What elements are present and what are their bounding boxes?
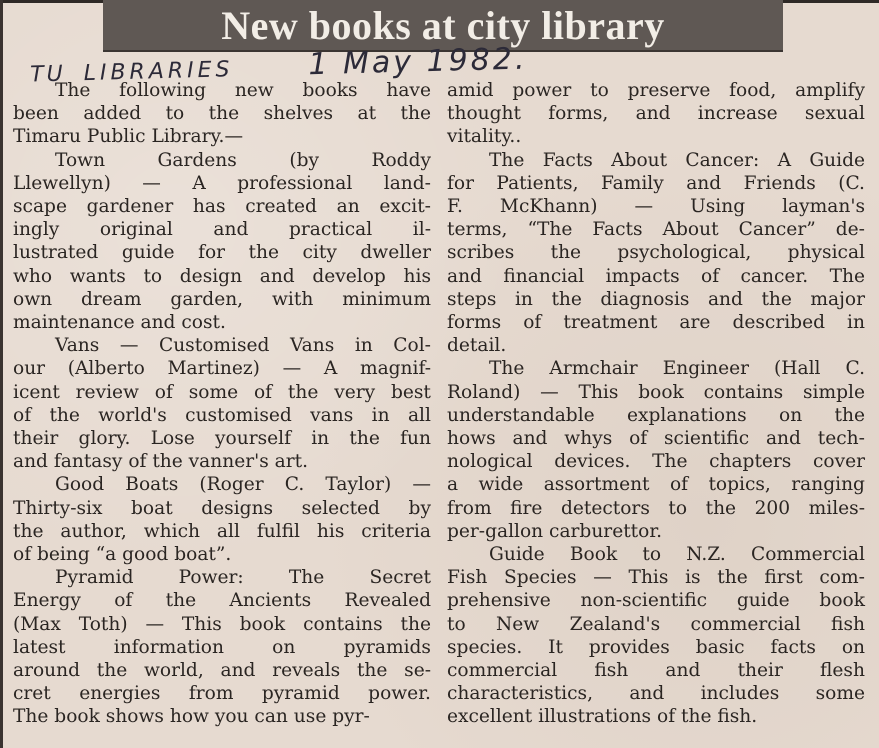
text-line: detail.	[447, 335, 507, 357]
text-line: from fire detectors to the 200 miles-	[447, 497, 865, 519]
handwritten-libraries: LIBRARIES	[83, 57, 234, 87]
text-line: hows and whys of scientific and tech-	[447, 428, 865, 450]
clipping-left-edge	[0, 0, 3, 748]
text-line: Vans — Customised Vans in Col-	[55, 335, 431, 357]
book-entry	[447, 149, 865, 358]
text-line: cret energies from pyramid power.	[13, 683, 431, 705]
text-line: forms of treatment are described in	[447, 312, 865, 334]
text-line: maintenance and cost.	[13, 312, 226, 334]
text-line: and fantasy of the vanner's art.	[13, 451, 309, 473]
text-line: our (Alberto Martinez) — A magnif-	[13, 358, 431, 380]
text-line: prehensive non-scientific guide book	[447, 590, 865, 612]
text-line: their glory. Lose yourself in the fun	[13, 428, 431, 450]
text-line: ingly original and practical il-	[13, 219, 431, 241]
text-line: Good Boats (Roger C. Taylor) —	[55, 474, 431, 496]
text-line: excellent illustrations of the fish.	[447, 706, 758, 728]
text-line: and financial impacts of cancer. The	[447, 265, 865, 287]
text-line: for Patients, Family and Friends (C.	[447, 172, 865, 194]
text-line: lustrated guide for the city dweller	[13, 242, 431, 264]
text-line: Timaru Public Library.—	[13, 126, 244, 148]
text-line: (Max Toth) — This book contains the	[13, 613, 431, 635]
text-line: The book shows how you can use pyr-	[13, 706, 370, 728]
handwritten-source: TU	[29, 61, 67, 88]
book-entry	[13, 473, 431, 566]
text-line: The following new books have	[55, 80, 431, 101]
text-line: icent review of some of the very best	[13, 381, 431, 403]
handwritten-date: 1 May 1982.	[307, 41, 528, 83]
text-line: to New Zealand's commercial fish	[447, 613, 865, 635]
text-line: amid power to preserve food, amplify	[447, 80, 865, 101]
text-line: around the world, and reveals the se-	[13, 660, 431, 682]
text-line: Pyramid Power: The Secret	[55, 567, 431, 589]
text-line: The Facts About Cancer: A Guide	[489, 149, 865, 171]
book-entry	[447, 543, 865, 729]
text-line: commercial fish and their flesh	[447, 660, 865, 682]
text-line: thought forms, and increase sexual	[447, 103, 865, 125]
book-entry	[13, 79, 431, 149]
text-line: been added to the shelves at the	[13, 103, 431, 125]
text-line: scribes the psychological, physical	[447, 242, 865, 264]
text-line: Guide Book to N.Z. Commercial	[489, 544, 865, 566]
text-line: Energy of the Ancients Revealed	[13, 590, 431, 612]
text-line: scape gardener has created an excit-	[13, 196, 431, 218]
right-column	[447, 79, 865, 729]
book-entry	[13, 149, 431, 335]
text-line: own dream garden, with minimum	[13, 288, 431, 310]
text-line: F. McKhann) — Using layman's	[447, 196, 865, 218]
text-line: Fish Species — This is the first com-	[447, 567, 865, 589]
text-line: terms, “The Facts About Cancer” de-	[447, 219, 865, 241]
article-body	[13, 79, 865, 729]
text-line: species. It provides basic facts on	[447, 636, 865, 658]
text-line: Llewellyn) — A professional land-	[13, 172, 431, 194]
headline: New books at city library	[221, 3, 665, 48]
book-entry	[13, 334, 431, 473]
book-entry	[447, 79, 865, 149]
text-line: Roland) — This book contains simple	[447, 381, 865, 403]
text-line: understandable explanations on the	[447, 404, 865, 426]
text-line: vitality..	[447, 126, 522, 148]
text-line: latest information on pyramids	[13, 636, 431, 658]
text-line: who wants to design and develop his	[13, 265, 431, 287]
text-line: steps in the diagnosis and the major	[447, 288, 865, 310]
text-line: Thirty-six boat designs selected by	[13, 497, 431, 519]
text-line: nological devices. The chapters cover	[447, 451, 865, 473]
text-line: The Armchair Engineer (Hall C.	[489, 358, 865, 380]
text-line: the author, which all fulfil his criteria	[13, 520, 431, 542]
text-line: per-gallon carburettor.	[447, 520, 663, 542]
text-line: Town Gardens (by Roddy	[55, 149, 431, 171]
text-line: a wide assortment of topics, ranging	[447, 474, 865, 496]
left-column	[13, 79, 431, 729]
text-line: of being “a good boat”.	[13, 544, 232, 566]
book-entry	[447, 357, 865, 543]
text-line: characteristics, and includes some	[447, 683, 865, 705]
text-line: of the world's customised vans in all	[13, 404, 431, 426]
book-entry	[13, 566, 431, 728]
